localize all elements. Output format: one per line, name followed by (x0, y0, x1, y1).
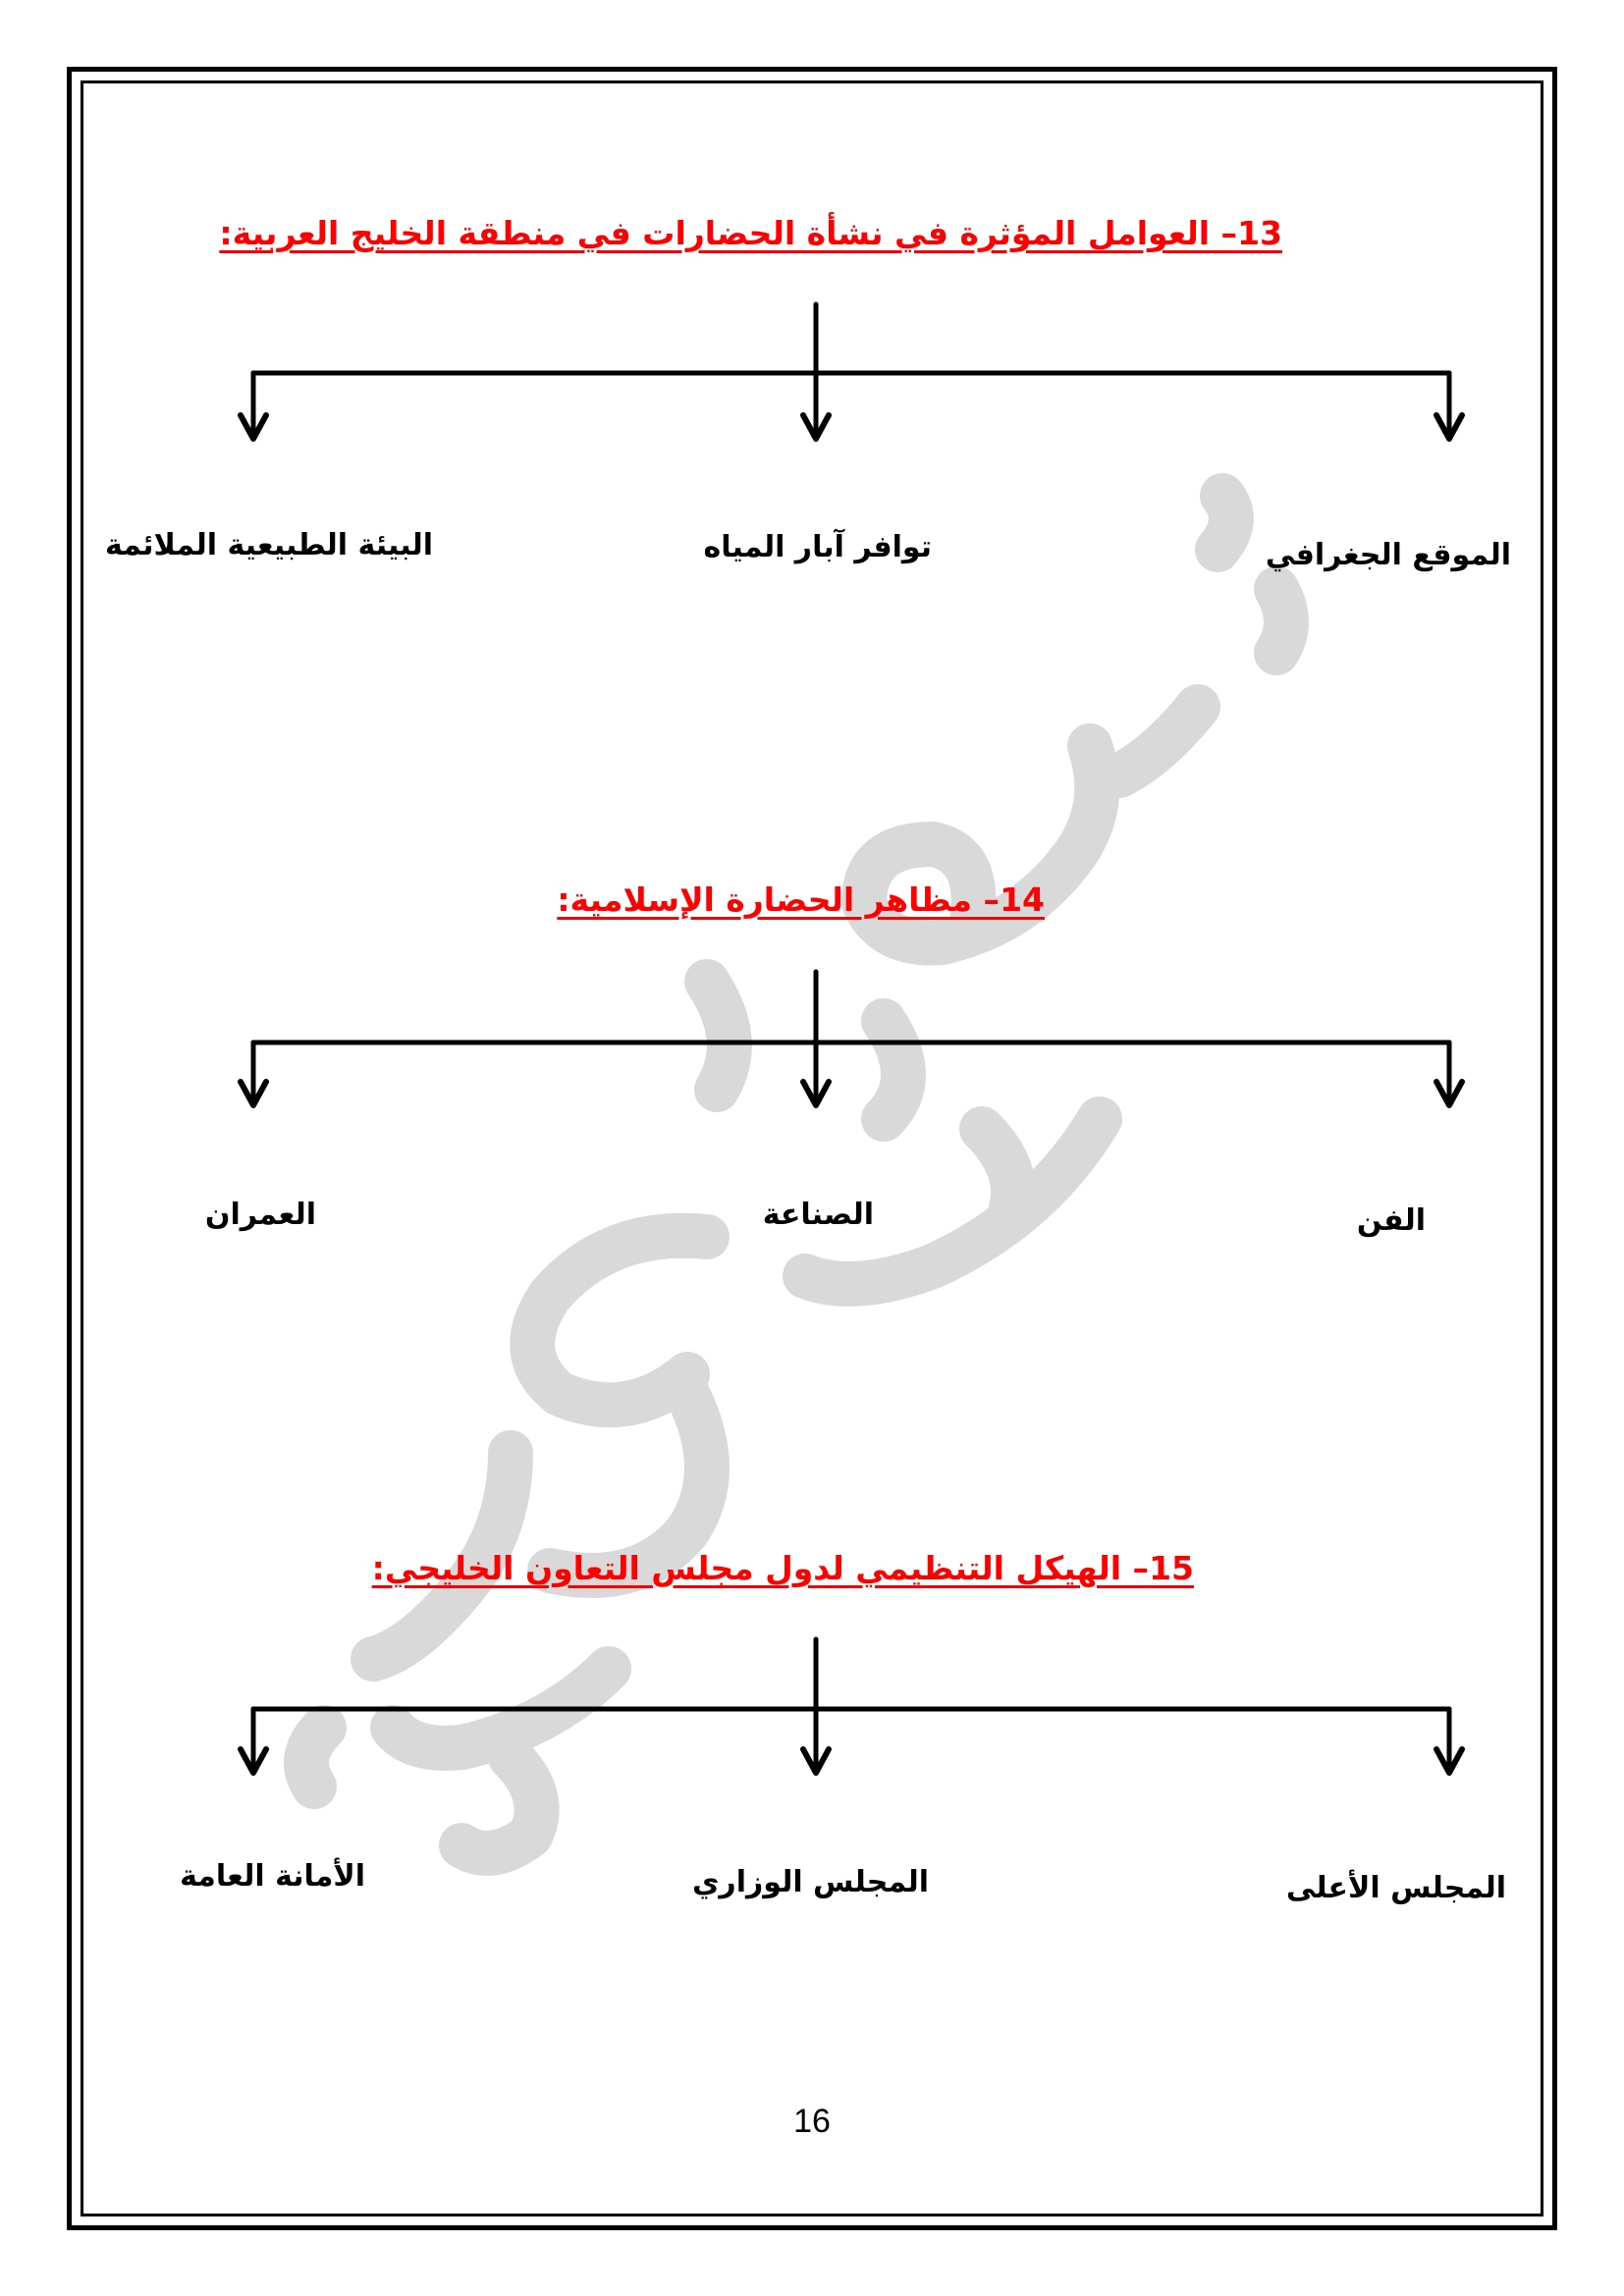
section-14-item-center: الصناعة (762, 1198, 874, 1232)
section-13-item-left: البيئة الطبيعية الملائمة (104, 528, 433, 562)
section-15-item-center: المجلس الوزاري (691, 1865, 929, 1899)
section-13-item-center: توافر آبار المياه (703, 530, 932, 564)
section-15-item-right: المجلس الأعلى (1285, 1871, 1506, 1905)
section-15-heading (372, 1549, 1194, 1587)
section-13-number: 13 (1237, 214, 1282, 252)
section-14-item-left: العمران (204, 1198, 316, 1232)
section-14-heading (557, 881, 1045, 919)
section-14-title: – مظاهر الحضارة الإسلامية: (557, 881, 1001, 919)
section-13-heading (219, 214, 1282, 252)
section-15-title: – الهيكل التنظيمي لدول مجلس التعاون الخليجي: (371, 1549, 1150, 1587)
section-13-title: – العوامل المؤثرة في نشأة الحضارات في منطقة الخليج العربية: (219, 214, 1238, 252)
section-14-number: 14 (1000, 881, 1045, 919)
page-number: 16 (793, 2103, 831, 2140)
section-15-number: 15 (1149, 1549, 1194, 1587)
section-13-item-right: الموقع الجغرافي (1265, 538, 1511, 572)
section-14-item-right: الفن (1356, 1203, 1426, 1238)
section-15-item-left: الأمانة العامة (180, 1859, 365, 1894)
